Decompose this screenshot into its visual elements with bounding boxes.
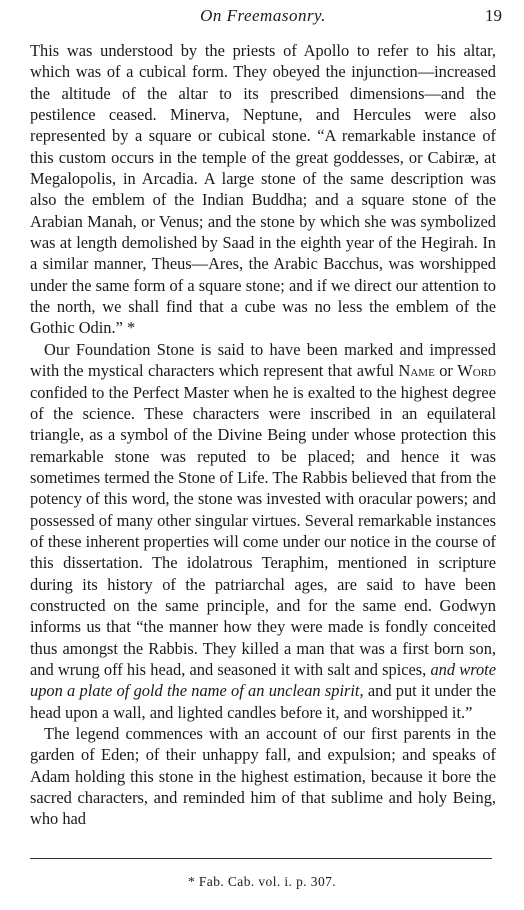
paragraph-1: This was understood by the priests of Apollo to refer to his altar, which was of a cubical form. They obeyed the injunction—increased the altitude of the altar to its prescribed dimensions—and the pestilence ceased. Minerva, Neptune, and Hercules were also represented by a square or cubical stone. “A remarkable instance of this custom occurs in the temple of the great goddesses, or Cabiræ, at Megalopolis, in Arcadia. A large stone of the same description was also the emblem of the Indian Buddha; and a square stone of the Arabian Manah, or Venus; and the stone by which she was symbolized was at length demolished by Saad in the eighth year of the Hegirah. In a similar manner, Theus—Ares, the Arabic Bacchus, was worshipped under the same form of a square stone; and if we direct our attention to the north, we shall find that a cube was no less the emblem of the Gothic Odin.” * [30, 41, 496, 338]
paragraph-2-text-d: and put it under the head upon a wall, and lighted candles before it, and worshipped it.” [30, 681, 496, 722]
italic-quote: and wrote upon a plate of gold the name of an unclean spirit, [30, 659, 496, 701]
paragraph-2-text-a: Our Foundation Stone is said to have been marked and impressed with the mystical characters which represent that awful [30, 339, 496, 381]
running-head [30, 6, 502, 32]
word-smallcaps: Word [457, 361, 496, 381]
paragraph-2-text-b: or [434, 361, 458, 381]
page [30, 6, 502, 830]
paragraph-3: The legend commences with an account of our first parents in the garden of Eden; of their unhappy fall, and expulsion; and speaks of Adam holding this stone in the highest estimation, because it bore the sacred characters, and reminded him of that sublime and holy Being, who had [30, 724, 496, 829]
footnote-rule [30, 858, 492, 859]
name-smallcaps: Name [398, 361, 435, 381]
running-title: On Freemasonry. [200, 6, 326, 25]
paragraph-2-text-c: confided to the Perfect Master when he is exalted to the highest degree of the science. These characters were inscribed in an equilateral triangle, as a symbol of the Divine Being under whose protection this remarkable stone was reputed to be placed; and hence it was sometimes termed the Stone of Life. The Rabbis believed that from the potency of this word, the stone was invested with oracular powers; and possessed of many other singular virtues. Several remarkable instances of these inherent properties will come under our notice in the course of this dissertation. The idolatrous Teraphim, mentioned in scripture during its history of the patriarchal ages, are said to have been constructed on the same principle, and for the same end. Godwyn informs us that “the manner how they were made is fondly conceited thus amongst the Rabbis. They killed a man that was a first born son, and wrung off his head, and seasoned it with salt and spices, [30, 382, 496, 679]
body-text [30, 40, 496, 830]
footnote: * Fab. Cab. vol. i. p. 307. [187, 874, 337, 889]
page-number: 19 [485, 6, 502, 25]
paragraph-2 [30, 339, 496, 723]
